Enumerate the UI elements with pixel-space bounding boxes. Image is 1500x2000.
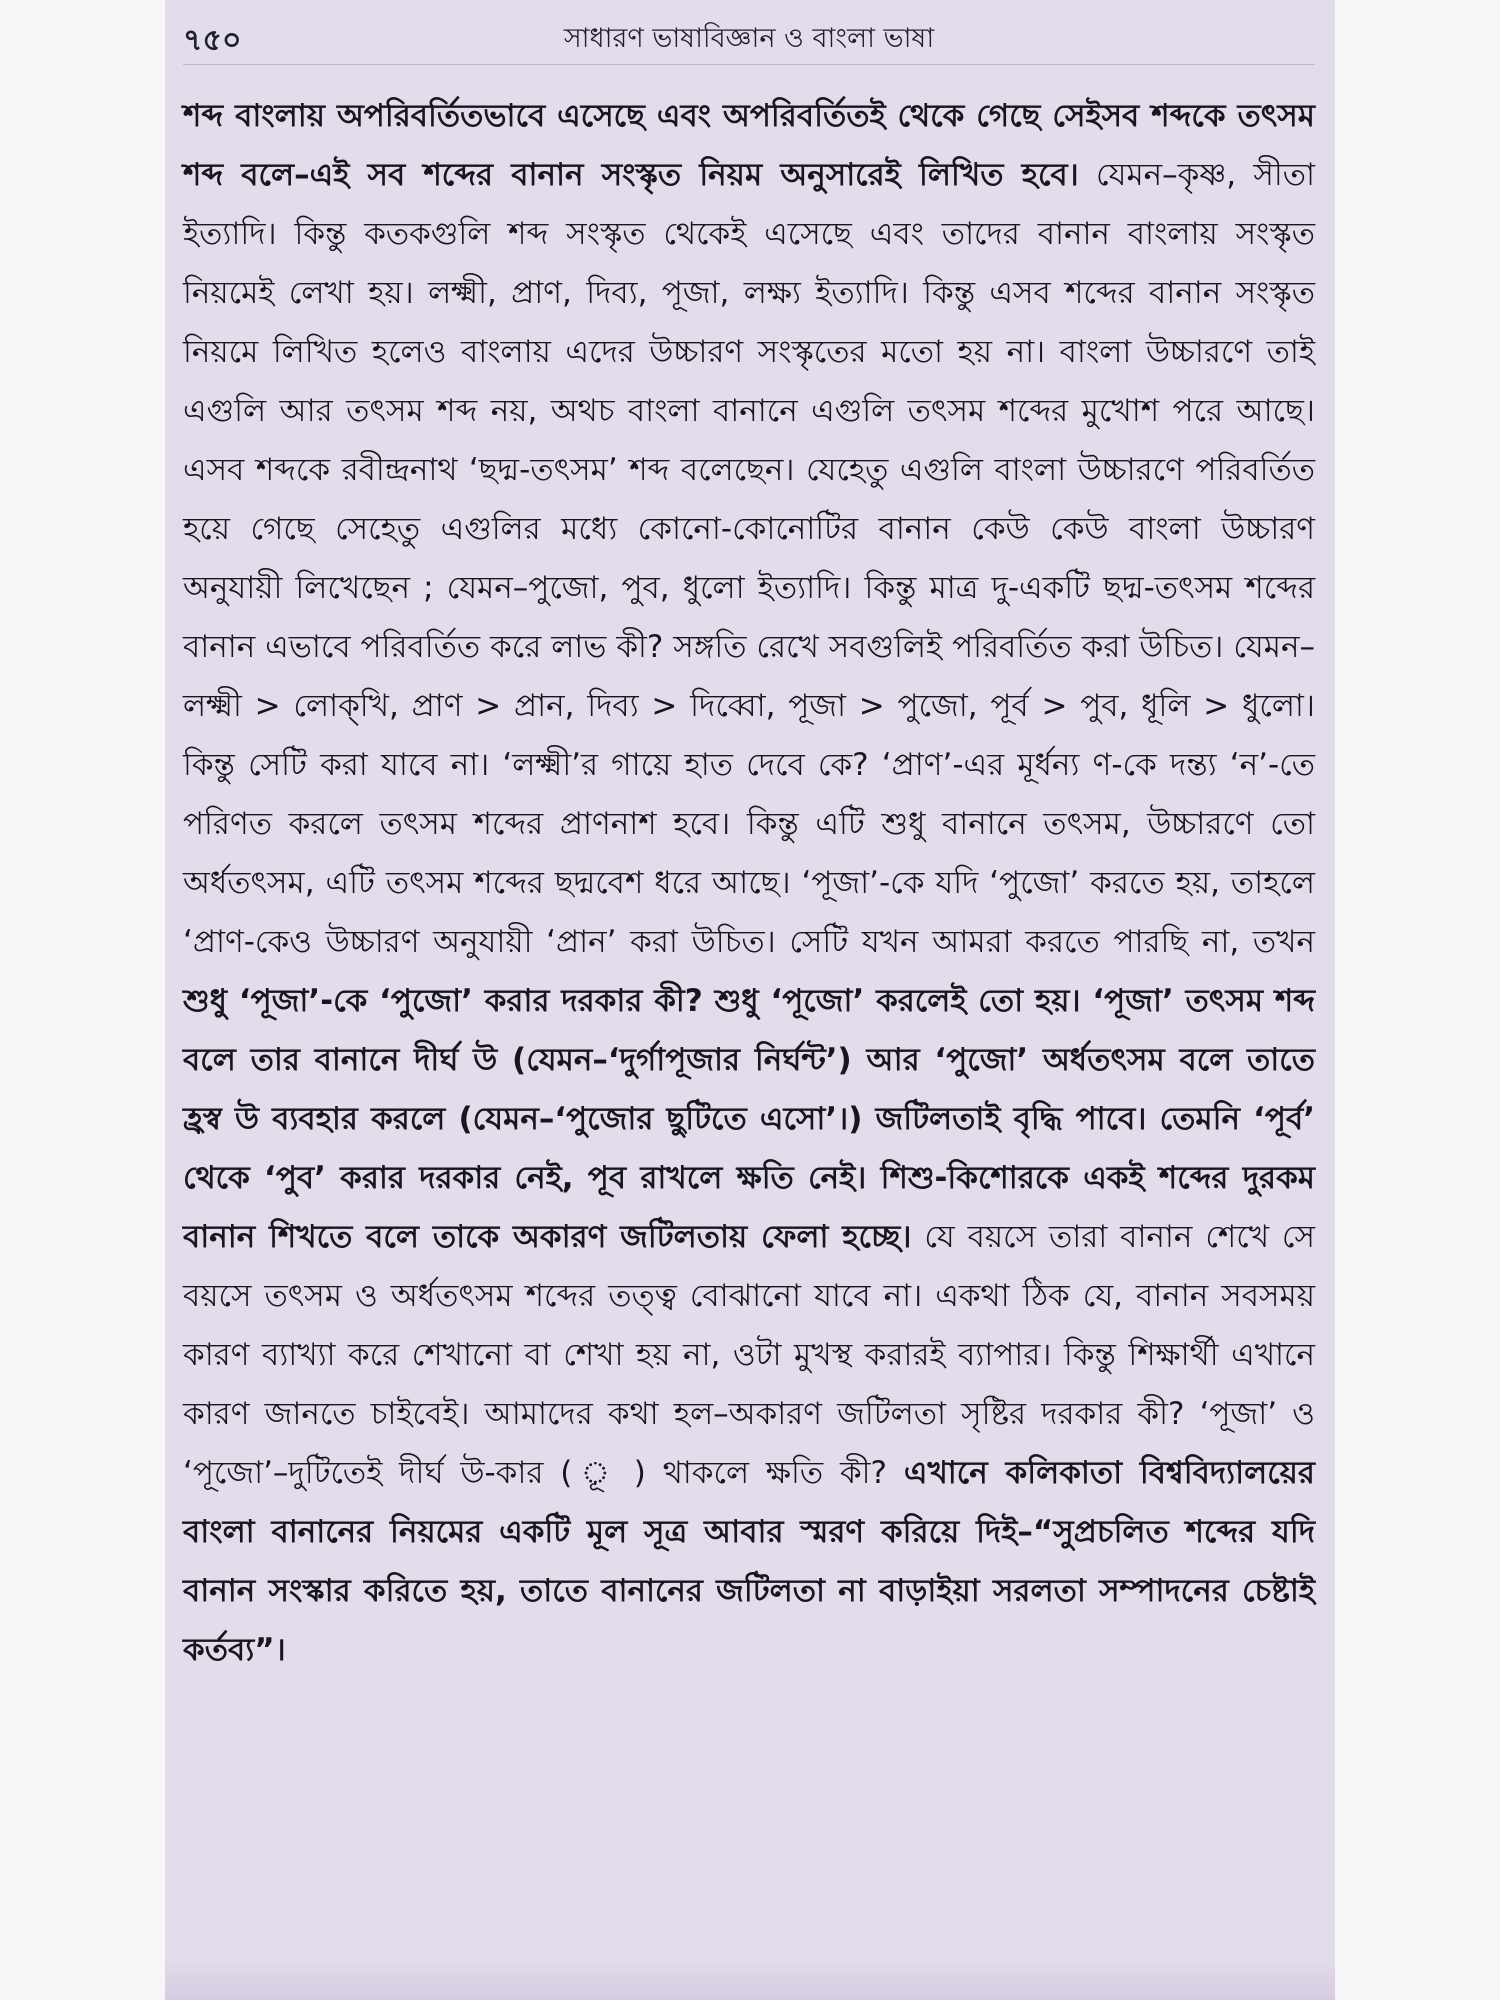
bold-sentence-5: এখানে কলিকাতা বিশ্ববিদ্যালয়ের বাংলা বানানের নিয়মের একটি মূল সূত্র আবার স্মরণ করিয়ে দিই–“সুপ্রচলিত শব্দের যদি বানান সংস্কার করিতে হয়, তাতে বানানের জটিলতা না বাড়াইয়া সরলতা সম্পাদনের চেষ্টাই কর্তব্য”। bbox=[183, 1455, 1315, 1668]
body-paragraph bbox=[183, 87, 1315, 1680]
text-segment-4: যে বয়সে তারা বানান শেখে সে বয়সে তৎসম ও অর্ধতৎসম শব্দের তত্ত্ব বোঝানো যাবে না। একথা ঠিক যে, বানান সবসময় কারণ ব্যাখ্যা করে শেখানো বা শেখা হয় না, ওটা মুখস্থ করারই ব্যাপার। কিন্তু শিক্ষার্থী এখানে কারণ জানতে চাইবেই। আমাদের কথা হল–অকারণ জটিলতা সৃষ্টির দরকার কী? ‘পূজা’ ও ‘পূজো’–দুটিতেই দীর্ঘ উ-কার ( ূ ) থাকলে ক্ষতি কী? bbox=[183, 1219, 1315, 1491]
running-title: সাধারণ ভাষাবিজ্ঞান ও বাংলা ভাষা bbox=[563, 23, 935, 54]
text-segment-2: যেমন–কৃষ্ণ, সীতা ইত্যাদি। কিন্তু কতকগুলি শব্দ সংস্কৃত থেকেই এসেছে এবং তাদের বানান বাংলায় সংস্কৃত নিয়মেই লেখা হয়। লক্ষ্মী, প্রাণ, দিব্য, পূজা, লক্ষ্য ইত্যাদি। কিন্তু এসব শব্দের বানান সংস্কৃত নিয়মে লিখিত হলেও বাংলায় এদের উচ্চারণ সংস্কৃতের মতো হয় না। বাংলা উচ্চারণে তাই এগুলি আর তৎসম শব্দ নয়, অথচ বাংলা বানানে এগুলি তৎসম শব্দের মুখোশ পরে আছে। এসব শব্দকে রবীন্দ্রনাথ ‘ছদ্ম-তৎসম’ শব্দ বলেছেন। যেহেতু এগুলি বাংলা উচ্চারণে পরিবর্তিত হয়ে গেছে সেহেতু এগুলির মধ্যে কোনো-কোনোটির বানান কেউ কেউ বাংলা উচ্চারণ অনুযায়ী লিখেছেন ; যেমন–পুজো, পুব, ধুলো ইত্যাদি। কিন্তু মাত্র দু-একটি ছদ্ম-তৎসম শব্দের বানান এভাবে পরিবর্তিত করে লাভ কী? সঙ্গতি রেখে সবগুলিই পরিবর্তিত করা উচিত। যেমন–লক্ষ্মী > লোক্‌খি, প্রাণ > প্রান, দিব্য > দিব্বো, পূজা > পুজো, পূর্ব > পুব, ধূলি > ধুলো। কিন্তু সেটি করা যাবে না। ‘লক্ষ্মী’র গায়ে হাত দেবে কে? ‘প্রাণ’-এর মূর্ধন্য ণ-কে দন্ত্য ‘ন’-তে পরিণত করলে তৎসম শব্দের প্রাণনাশ হবে। কিন্তু এটি শুধু বানানে তৎসম, উচ্চারণে তো অর্ধতৎসম, এটি তৎসম শব্দের ছদ্মবেশ ধরে আছে। ‘পূজা’-কে যদি ‘পুজো’ করতে হয়, তাহলে ‘প্রাণ-কেও উচ্চারণ অনুযায়ী ‘প্রান’ করা উচিত। সেটি যখন আমরা করতে পারছি না, তখন bbox=[183, 157, 1315, 960]
scan-margin-right bbox=[1335, 0, 1500, 2000]
page-header bbox=[183, 16, 1315, 65]
page-number: ৭৫০ bbox=[183, 23, 242, 58]
bold-sentence-1: শব্দ বাংলায় অপরিবর্তিতভাবে এসেছে এবং অপরিবর্তিতই থেকে গেছে সেইসব শব্দকে তৎসম শব্দ বলে–এই সব শব্দের বানান সংস্কৃত নিয়ম অনুসারেই লিখিত হবে। bbox=[183, 98, 1315, 193]
scan-margin-left bbox=[0, 0, 165, 2000]
book-page bbox=[165, 0, 1335, 2000]
bold-sentence-3: শুধু ‘পূজা’-কে ‘পুজো’ করার দরকার কী? শুধু ‘পূজো’ করলেই তো হয়। ‘পূজা’ তৎসম শব্দ বলে তার বানানে দীর্ঘ উ (যেমন–‘দুর্গাপূজার নির্ঘন্ট’) আর ‘পুজো’ অর্ধতৎসম বলে তাতে হ্রস্ব উ ব্যবহার করলে (যেমন–‘পুজোর ছুটিতে এসো’।) জটিলতাই বৃদ্ধি পাবে। তেমনি ‘পূর্ব’ থেকে ‘পুব’ করার দরকার নেই, পূব রাখলে ক্ষতি নেই। শিশু-কিশোরকে একই শব্দের দুরকম বানান শিখতে বলে তাকে অকারণ জটিলতায় ফেলা হচ্ছে। bbox=[183, 983, 1315, 1255]
page-shadow bbox=[165, 1960, 1335, 2000]
